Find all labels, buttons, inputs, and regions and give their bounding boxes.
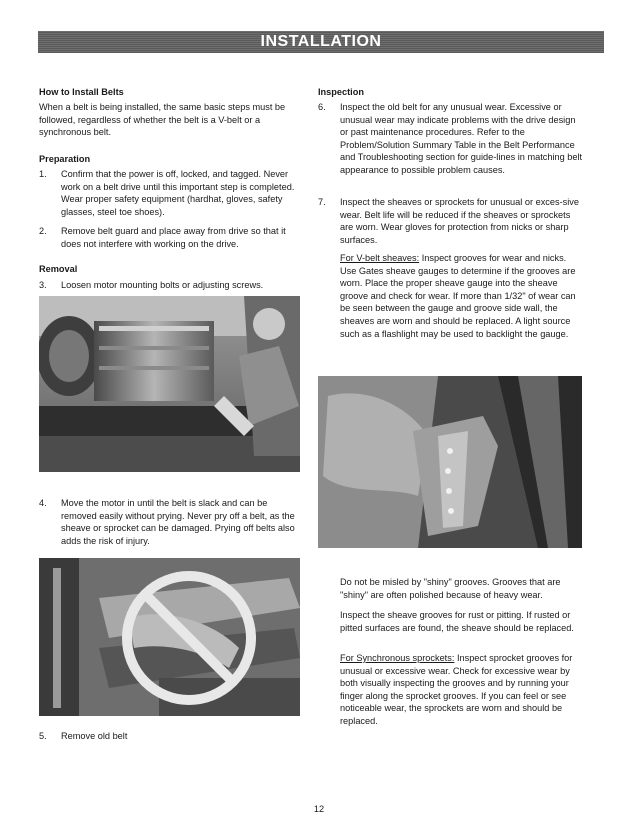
step-text: Confirm that the power is off, locked, and tagged. Never work on a belt drive until this important step is completed. Wear proper safety equipment (hardhat, gloves, safety glasses, steel toe shoes).	[61, 169, 295, 217]
step-number: 2.	[39, 226, 47, 236]
intro-paragraph: When a belt is being installed, the same basic steps must be followed, regardless of whether the belt is a V-belt or a synchronous belt.	[39, 102, 286, 138]
step-6	[318, 101, 583, 177]
step-3	[39, 279, 296, 292]
step-text: Loosen motor mounting bolts or adjusting screws.	[61, 280, 264, 290]
step-number: 7.	[318, 197, 326, 207]
step-5	[39, 730, 296, 743]
no-prying-photo	[39, 558, 300, 716]
shiny-grooves-paragraph: Do not be misled by "shiny" grooves. Grooves that are "shiny" are often polished because of heavy wear.	[340, 577, 561, 600]
step-2	[39, 225, 296, 250]
step-text: Inspect the sheaves or sprockets for unusual or exces-sive wear. Belt life will be reduced if the sheaves or sprockets are worn. Wear gloves for protection from nicks or sharp surfaces.	[340, 197, 579, 245]
step-text: Remove belt guard and place away from drive so that it does not interfere with working on the drive.	[61, 226, 286, 249]
section-banner	[38, 31, 604, 53]
step-number: 3.	[39, 280, 47, 290]
vbelt-sheaves-label: For V-belt sheaves:	[340, 253, 420, 263]
how-to-heading: How to Install Belts	[39, 87, 124, 97]
sheave-gauge-photo	[318, 376, 582, 548]
page-title: INSTALLATION	[260, 32, 382, 50]
synchronous-sprockets-label: For Synchronous sprockets:	[340, 653, 455, 663]
step-text: Inspect the old belt for any unusual wear. Excessive or unusual wear may indicate problems with the drive design or past maintenance procedures. Refer to the Problem/Solution Summary Table in the Belt Performance and Troubleshooting section for guide-lines in matching belt appearance to possible problem causes.	[340, 102, 583, 175]
synchronous-sprockets-paragraph	[340, 652, 583, 728]
inspection-heading: Inspection	[318, 87, 364, 97]
step-number: 4.	[39, 498, 47, 508]
motor-adjustment-photo	[39, 296, 300, 472]
synchronous-sprockets-text: Inspect sprocket grooves for unusual or excessive wear. Check for excessive wear by both visually inspecting the grooves and by running your finger along the sprocket grooves. If you can feel or see noticeable wear, the sprockets are worn and should be replaced.	[340, 653, 573, 726]
vbelt-sheaves-text: Inspect grooves for wear and nicks. Use Gates sheave gauges to determine if the grooves are worn. Place the proper sheave gauge into the sheave groove and check for wear. If more than 1/32" of wear can be seen between the gauge and groove side wall, the sheaves are worn and should be replaced. A light source such as a flashlight may be used to backlight the gauge.	[340, 253, 576, 339]
step-text: Remove old belt	[61, 731, 128, 741]
step-7	[318, 196, 583, 246]
step-number: 5.	[39, 731, 47, 741]
step-text: Move the motor in until the belt is slack and can be removed easily without prying. Never pry off a belt, as the sheave or sprocket can be damaged. Prying off belts also adds the risk of injury.	[61, 498, 295, 546]
removal-heading: Removal	[39, 264, 78, 274]
step-number: 6.	[318, 102, 326, 112]
page-number: 12	[313, 804, 325, 814]
rust-paragraph: Inspect the sheave grooves for rust or pitting. If rusted or pitted surfaces are found, the sheave should be replaced.	[340, 610, 574, 633]
vbelt-sheaves-paragraph	[340, 252, 583, 340]
step-4	[39, 497, 296, 547]
step-1	[39, 168, 296, 218]
step-number: 1.	[39, 169, 47, 179]
preparation-heading: Preparation	[39, 154, 91, 164]
